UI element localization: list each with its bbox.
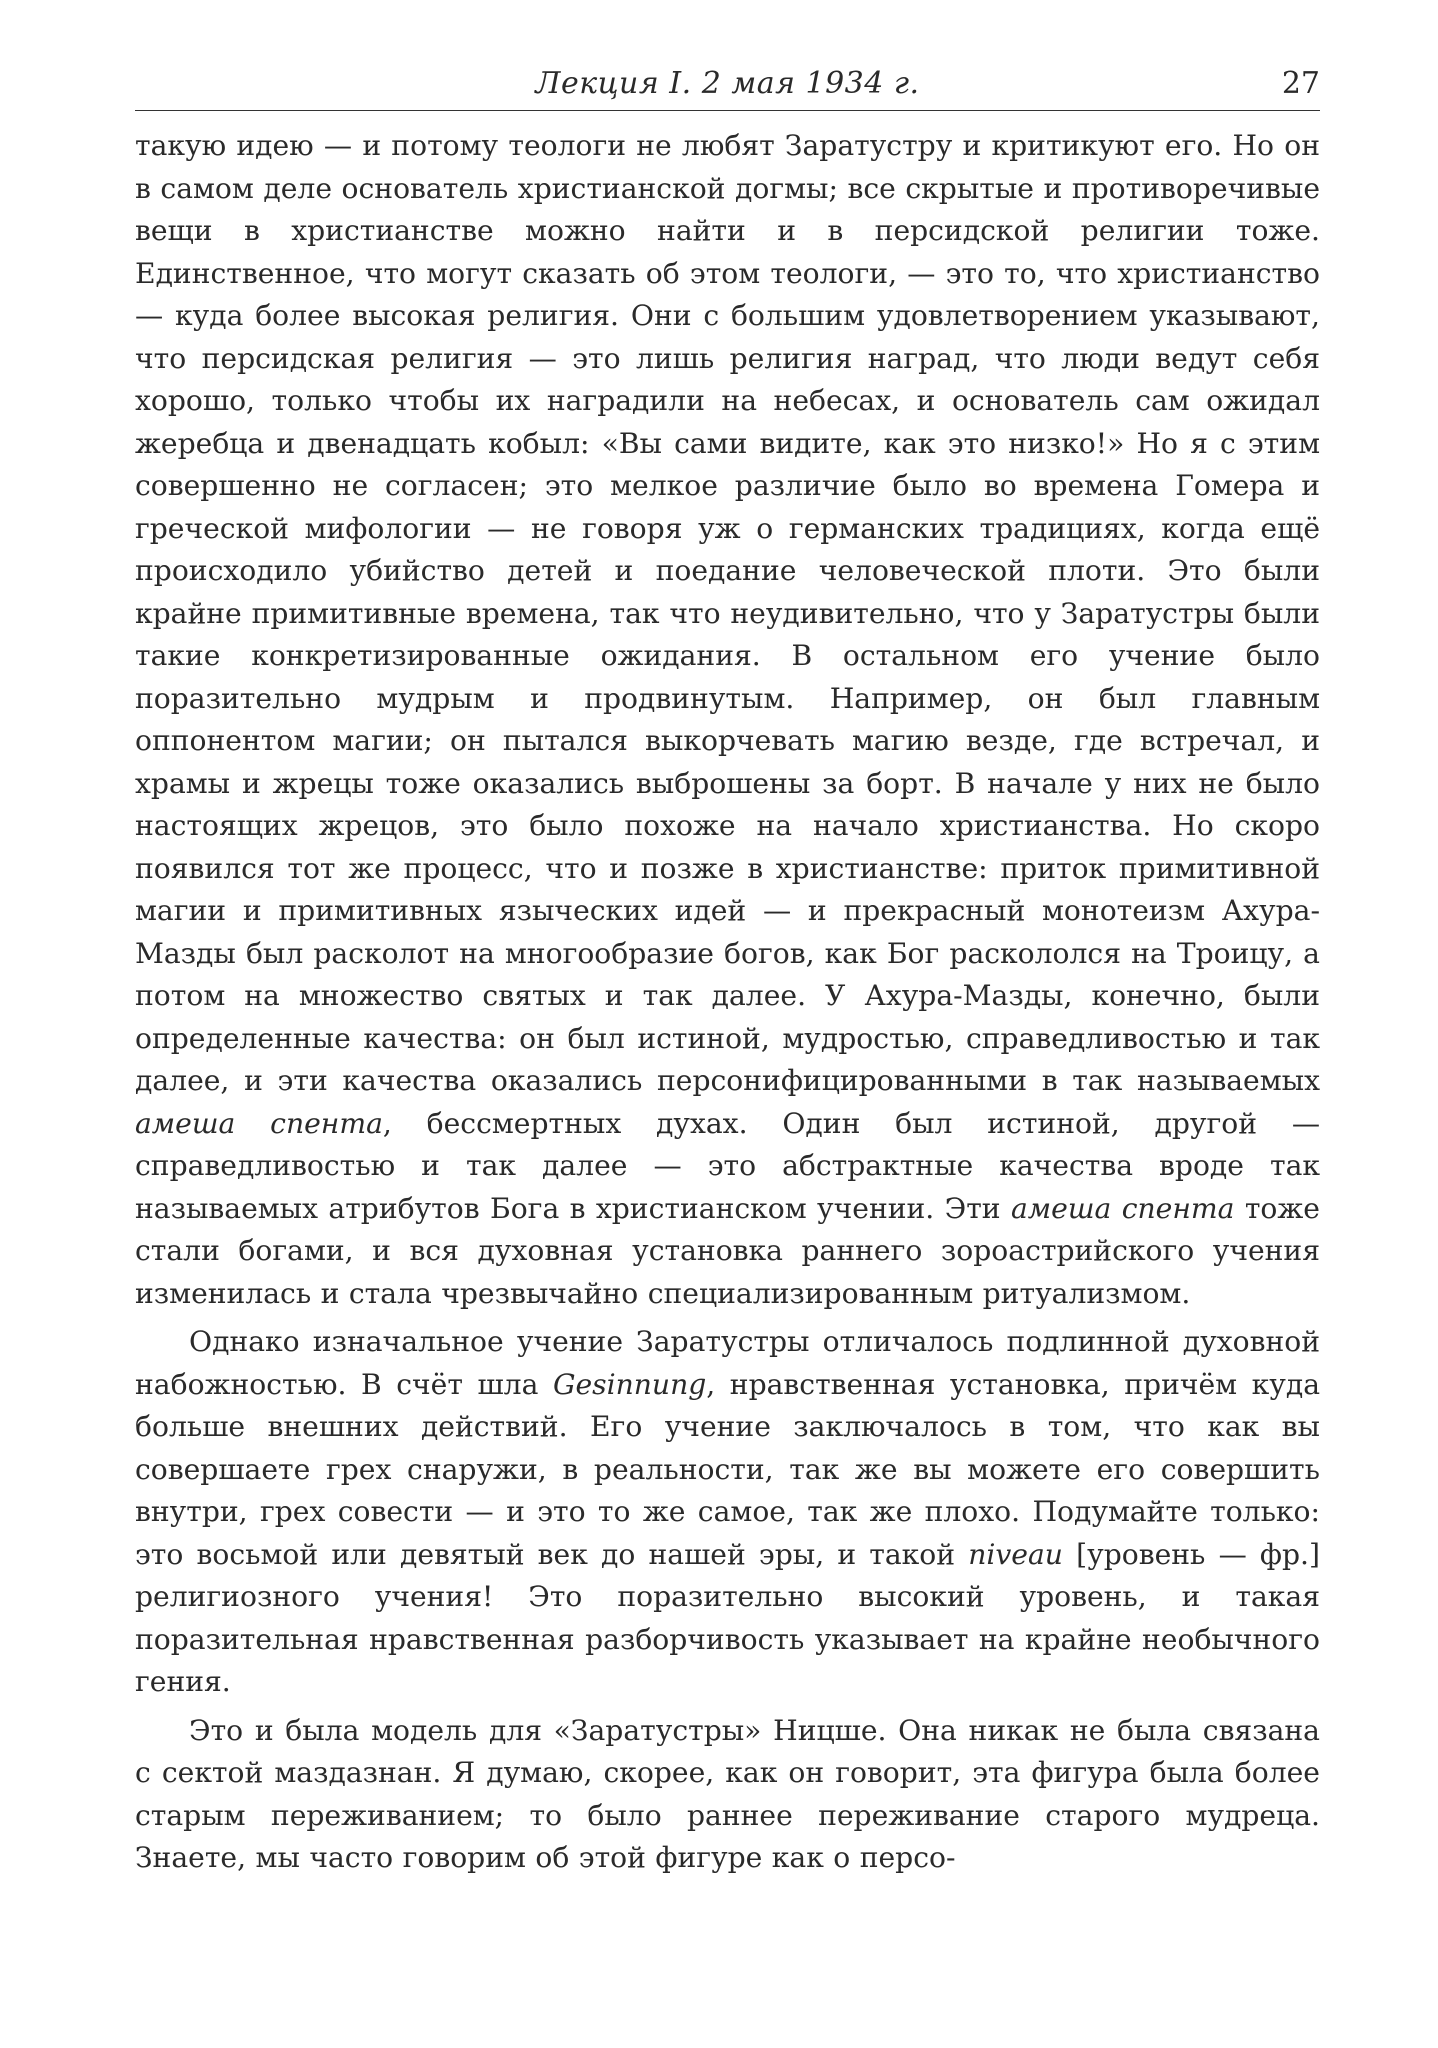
paragraph xyxy=(135,125,1320,1315)
text-run: Это и была модель для «Заратустры» Ницше. Она никак не была связана с сектой маздазнан. Я думаю, скорее, как он говорит, эта фигура была более старым переживанием; то было раннее переживание старого мудреца. Знаете, мы часто говорим об этой фигуре как о персо- xyxy=(135,1713,1320,1874)
page-header xyxy=(135,58,1320,111)
text-run: [уровень — фр.] религиозного учения! Это поразительно высокий уровень, и такая поразительная нравственная разборчивость указывает на крайне необычного гения. xyxy=(135,1537,1320,1698)
text-run: , бессмертных духах. Один был истиной, другой — справедливостью и так далее — это абстрактные качества вроде так называемых атрибутов Бога в христианском учении. Эти xyxy=(135,1106,1321,1225)
paragraph xyxy=(135,1710,1320,1880)
text-run: такую идею — и потому теологи не любят Заратустру и критикуют его. Но он в самом деле основатель христианской догмы; все скрытые и противоречивые вещи в христианстве можно найти и в персидской религии тоже. Единственное, что могут сказать об этом теологи, — это то, что христианство — куда более высокая религия. Они с большим удовлетворением указывают, что персидская религия — это лишь религия наград, что люди ведут себя хорошо, только чтобы их наградили на небесах, и основатель сам ожидал жеребца и двенадцать кобыл: «Вы сами видите, как это низко!» Но я с этим совершенно не согласен; это мелкое различие было во времена Гомера и греческой мифологии — не говоря уж о германских традициях, когда ещё происходило убийство детей и поедание человеческой плоти. Это были крайне примитивные времена, так что неудивительно, что у Заратустры были такие конкретизированные ожидания. В остальном его учение было поразительно мудрым и продвинутым. Например, он был главным оппонентом магии; он пытался выкорчевать магию везде, где встречал, и храмы и жрецы тоже оказались выброшены за борт. В начале у них не было настоящих жрецов, это было похоже на начало христианства. Но скоро появился тот же процесс, что и позже в христианстве: приток примитивной магии и примитивных языческих идей — и прекрасный монотеизм Ахура-Мазды был расколот на многообразие богов, как Бог раскололся на Троицу, а потом на множество святых и так далее. У Ахура-Мазды, конечно, были определенные качества: он был истиной, мудростью, справедливостью и так далее, и эти качества оказались персонифицированными в так называемых xyxy=(135,129,1320,1097)
running-title: Лекция I. 2 мая 1934 г. xyxy=(535,66,920,101)
italic-term: амеша спента xyxy=(135,1106,383,1140)
italic-term: Gesinnung xyxy=(552,1367,707,1401)
text-run: Однако изначальное учение Заратустры отличалось подлинной духовной набожностью. В счёт шла xyxy=(135,1325,1320,1401)
paragraph xyxy=(135,1321,1320,1704)
text-run: , нравственная установка, причём куда больше внешних действий. Его учение заключалось в том, что как вы совершаете грех снаружи, в реальности, так же вы можете его совершить внутри, грех совести — и это то же самое, так же плохо. Подумайте только: это восьмой или девятый век до нашей эры, и такой xyxy=(135,1367,1320,1571)
page-number: 27 xyxy=(1281,66,1320,101)
text-run: тоже стали богами, и вся духовная установка раннего зороастрийского учения изменилась и стала чрезвычайно специализированным ритуализмом. xyxy=(135,1191,1320,1310)
italic-term: амеша спента xyxy=(1010,1191,1235,1225)
italic-term: niveau xyxy=(968,1537,1063,1571)
book-page xyxy=(135,58,1320,1886)
page-body xyxy=(135,125,1320,1880)
